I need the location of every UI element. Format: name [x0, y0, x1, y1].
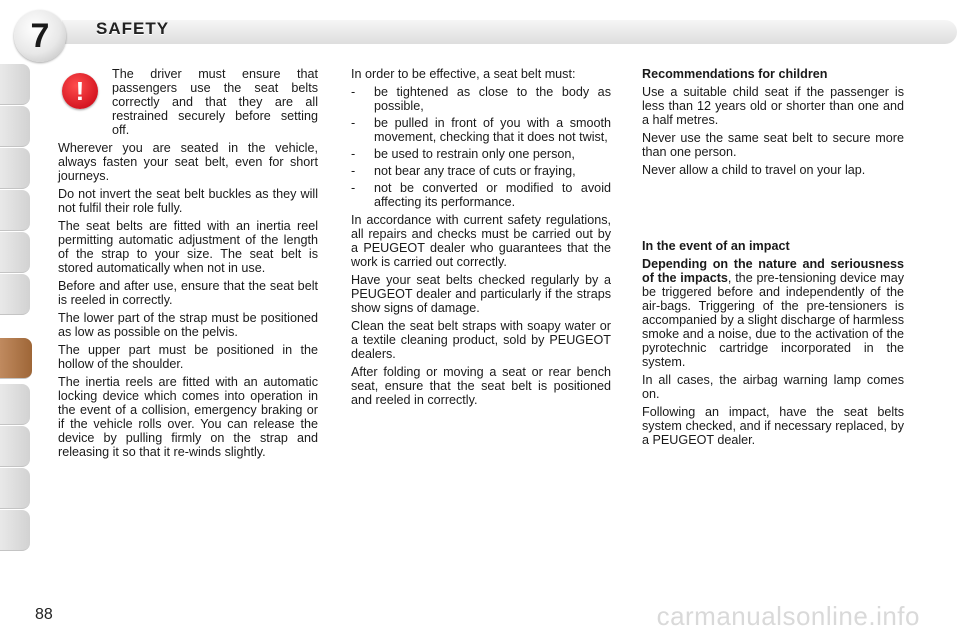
chapter-tab-11[interactable]: [0, 510, 30, 551]
chapter-badge: [14, 10, 66, 62]
paragraph: The inertia reels are fitted with an automatic locking device which comes into operation in the event of a collision, emergency braking or if the vehicle rolls over. You can release the device by pulling firmly on the strap and releasing it so that it re-winds slightly.: [58, 375, 318, 459]
warning-box: [58, 67, 318, 141]
paragraph: The lower part of the strap must be positioned as low as possible on the pelvis.: [58, 311, 318, 339]
list-item: - not bear any trace of cuts or fraying,: [351, 164, 576, 178]
paragraph: In all cases, the airbag warning lamp comes on.: [642, 373, 904, 401]
impact-text: , the pre-tensioning device may be triggered before and independently of the air-bags. Triggering of the pre-tensioners is accompanied by a slight discharge of harmless smoke and a noise, due to the activation of the pyrotechnic cartridge incorporated in the system.: [642, 271, 905, 369]
paragraph: The seat belts are fitted with an inertia reel permitting automatic adjustment of the length of the strap to your size. The seat belt is stored automatically when not in use.: [58, 219, 318, 275]
paragraph: Never allow a child to travel on your lap.: [642, 163, 866, 177]
paragraph: Clean the seat belt straps with soapy water or a textile cleaning product, sold by PEUGEOT dealers.: [351, 319, 611, 361]
column-3: [642, 67, 904, 451]
warning-icon: !: [62, 73, 98, 109]
page-number: 88: [35, 606, 53, 623]
column-1: [58, 67, 318, 463]
impact-heading: In the event of an impact: [642, 239, 790, 253]
chapter-tab-9[interactable]: [0, 426, 30, 467]
paragraph: In accordance with current safety regulations, all repairs and checks must be carried out by a PEUGEOT dealer who guarantees that the work is carried out correctly.: [351, 213, 611, 269]
paragraph: After folding or moving a seat or rear bench seat, ensure that the seat belt is positioned and reeled in correctly.: [351, 365, 611, 407]
chapter-number: 7: [30, 16, 50, 55]
chapter-tab-1[interactable]: [0, 64, 30, 105]
chapter-tab-4[interactable]: [0, 190, 30, 231]
chapter-tab-6[interactable]: [0, 274, 30, 315]
side-tabs: [0, 64, 36, 574]
requirements-list: [351, 85, 611, 209]
paragraph: Use a suitable child seat if the passenger is less than 12 years old or shorter than one and a half metres.: [642, 85, 904, 127]
list-item: - be used to restrain only one person,: [351, 147, 575, 161]
paragraph: Never use the same seat belt to secure more than one person.: [642, 131, 904, 159]
chapter-tab-10[interactable]: [0, 468, 30, 509]
chapter-tab-7-active[interactable]: [0, 338, 32, 379]
watermark: carmanualsonline.info: [656, 601, 920, 631]
chapter-tab-5[interactable]: [0, 232, 30, 273]
list-item: - be pulled in front of you with a smooth movement, checking that it does not twist,: [351, 116, 611, 144]
chapter-tab-2[interactable]: [0, 106, 30, 147]
warning-text: The driver must ensure that passengers use the seat belts correctly and that they are all restrained securely before setting off.: [112, 67, 318, 137]
paragraph: The upper part must be positioned in the hollow of the shoulder.: [58, 343, 318, 371]
paragraph: Wherever you are seated in the vehicle, always fasten your seat belt, even for short journeys.: [58, 141, 318, 183]
intro-text: In order to be effective, a seat belt must:: [351, 67, 576, 81]
header-bar: [62, 20, 957, 44]
paragraph: Have your seat belts checked regularly by a PEUGEOT dealer and particularly if the straps show signs of damage.: [351, 273, 611, 315]
chapter-tab-8[interactable]: [0, 384, 30, 425]
chapter-tab-3[interactable]: [0, 148, 30, 189]
paragraph: Before and after use, ensure that the seat belt is reeled in correctly.: [58, 279, 318, 307]
impact-paragraph: [642, 257, 904, 369]
column-2: [351, 67, 611, 411]
impact-bold-text: Depending on the nature and seriousness of the impacts: [642, 257, 904, 285]
paragraph: Do not invert the seat belt buckles as they will not fulfil their role fully.: [58, 187, 318, 215]
paragraph: Following an impact, have the seat belts system checked, and if necessary replaced, by a PEUGEOT dealer.: [642, 405, 904, 447]
page-title: SAFETY: [96, 19, 170, 38]
children-heading: Recommendations for children: [642, 67, 828, 81]
list-item: - not be converted or modified to avoid affecting its performance.: [351, 181, 611, 209]
list-item: - be tightened as close to the body as possible,: [351, 85, 611, 113]
